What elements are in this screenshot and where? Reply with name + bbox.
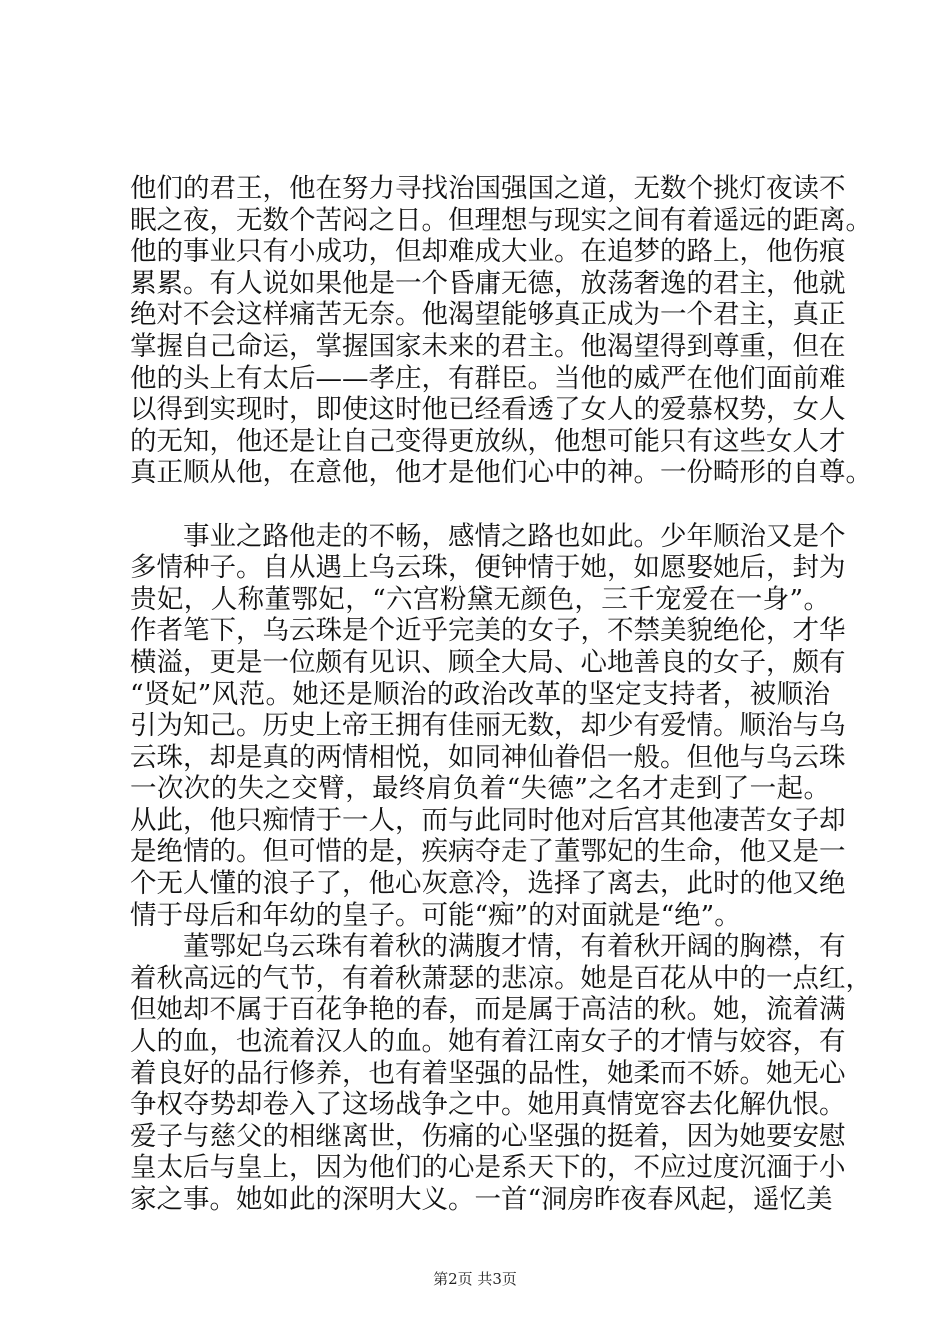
text-line: 董鄂妃乌云珠有着秋的满腹才情，有着秋开阔的胸襟，有 — [183, 931, 846, 963]
text-line: 是绝情的。但可惜的是，疾病夺走了董鄂妃的生命，他又是一 — [130, 836, 846, 868]
text-line: 引为知己。历史上帝王拥有佳丽无数，却少有爱情。顺治与乌 — [130, 710, 846, 742]
text-line: 横溢，更是一位颇有见识、顾全大局、心地善良的女子，颇有 — [130, 646, 846, 678]
text-line: 真正顺从他，在意他，他才是他们心中的神。一份畸形的自尊。 — [130, 457, 872, 489]
text-line: 着良好的品行修养，也有着坚强的品性，她柔而不娇。她无心 — [130, 1057, 846, 1089]
text-line: 贵妃，人称董鄂妃，“六宫粉黛无颜色，三千宠爱在一身”。 — [130, 583, 830, 615]
text-line: 争权夺势却卷入了这场战争之中。她用真情宽容去化解仇恨。 — [130, 1089, 846, 1121]
page-footer — [0, 1268, 950, 1289]
text-line: 人的血，也流着汉人的血。她有着江南女子的才情与姣容，有 — [130, 1026, 846, 1058]
text-line: 家之事。她如此的深明大义。一首“洞房昨夜春风起，遥忆美 — [130, 1184, 833, 1215]
text-line: 他的事业只有小成功，但却难成大业。在追梦的路上，他伤痕 — [130, 236, 846, 268]
text-line: 累累。有人说如果他是一个昏庸无德，放荡奢逸的君主，他就 — [130, 267, 846, 299]
page-number-label: 第2页 共3页 — [433, 1270, 517, 1288]
text-line: 爱子与慈父的相继离世，伤痛的心坚强的挺着，因为她要安慰 — [130, 1120, 846, 1152]
paragraph-gap — [130, 489, 830, 521]
text-line: 绝对不会这样痛苦无奈。他渴望能够真正成为一个君主，真正 — [130, 299, 846, 331]
text-line: 他们的君王，他在努力寻找治国强国之道，无数个挑灯夜读不 — [130, 173, 846, 204]
text-line: 的无知，他还是让自己变得更放纵，他想可能只有这些女人才 — [130, 425, 846, 457]
text-line: 着秋高远的气节，有着秋萧瑟的悲凉。她是百花从中的一点红， — [130, 962, 872, 994]
text-line: 眠之夜，无数个苦闷之日。但理想与现实之间有着遥远的距离。 — [130, 204, 872, 236]
text-line: 掌握自己命运，掌握国家未来的君主。他渴望得到尊重，但在 — [130, 330, 846, 362]
text-line: 多情种子。自从遇上乌云珠，便钟情于她，如愿娶她后，封为 — [130, 552, 846, 584]
text-line: 皇太后与皇上，因为他们的心是系天下的，不应过度沉湎于小 — [130, 1152, 846, 1184]
text-line: 情于母后和年幼的皇子。可能“痴”的对面就是“绝”。 — [130, 899, 741, 931]
text-line: 以得到实现时，即使这时他已经看透了女人的爱慕权势，女人 — [130, 394, 846, 426]
text-line: 他的头上有太后——孝庄，有群臣。当他的威严在他们面前难 — [130, 362, 846, 394]
text-line: 从此，他只痴情于一人，而与此同时他对后宫其他凄苦女子却 — [130, 804, 846, 836]
text-line: 作者笔下，乌云珠是个近乎完美的女子，不禁美貌绝伦，才华 — [130, 615, 846, 647]
text-line: “贤妃”风范。她还是顺治的政治改革的坚定支持者，被顺治 — [130, 678, 830, 710]
text-line: 但她却不属于百花争艳的春，而是属于高洁的秋。她，流着满 — [130, 994, 846, 1026]
body-text — [130, 173, 872, 1216]
text-line: 事业之路他走的不畅，感情之路也如此。少年顺治又是个 — [183, 520, 846, 552]
text-line: 云珠，却是真的两情相悦，如同神仙眷侣一般。但他与乌云珠 — [130, 741, 846, 773]
text-line: 个无人懂的浪子了，他心灰意冷，选择了离去，此时的他又绝 — [130, 868, 846, 900]
text-line: 一次次的失之交臂，最终肩负着“失德”之名才走到了一起。 — [130, 773, 830, 805]
